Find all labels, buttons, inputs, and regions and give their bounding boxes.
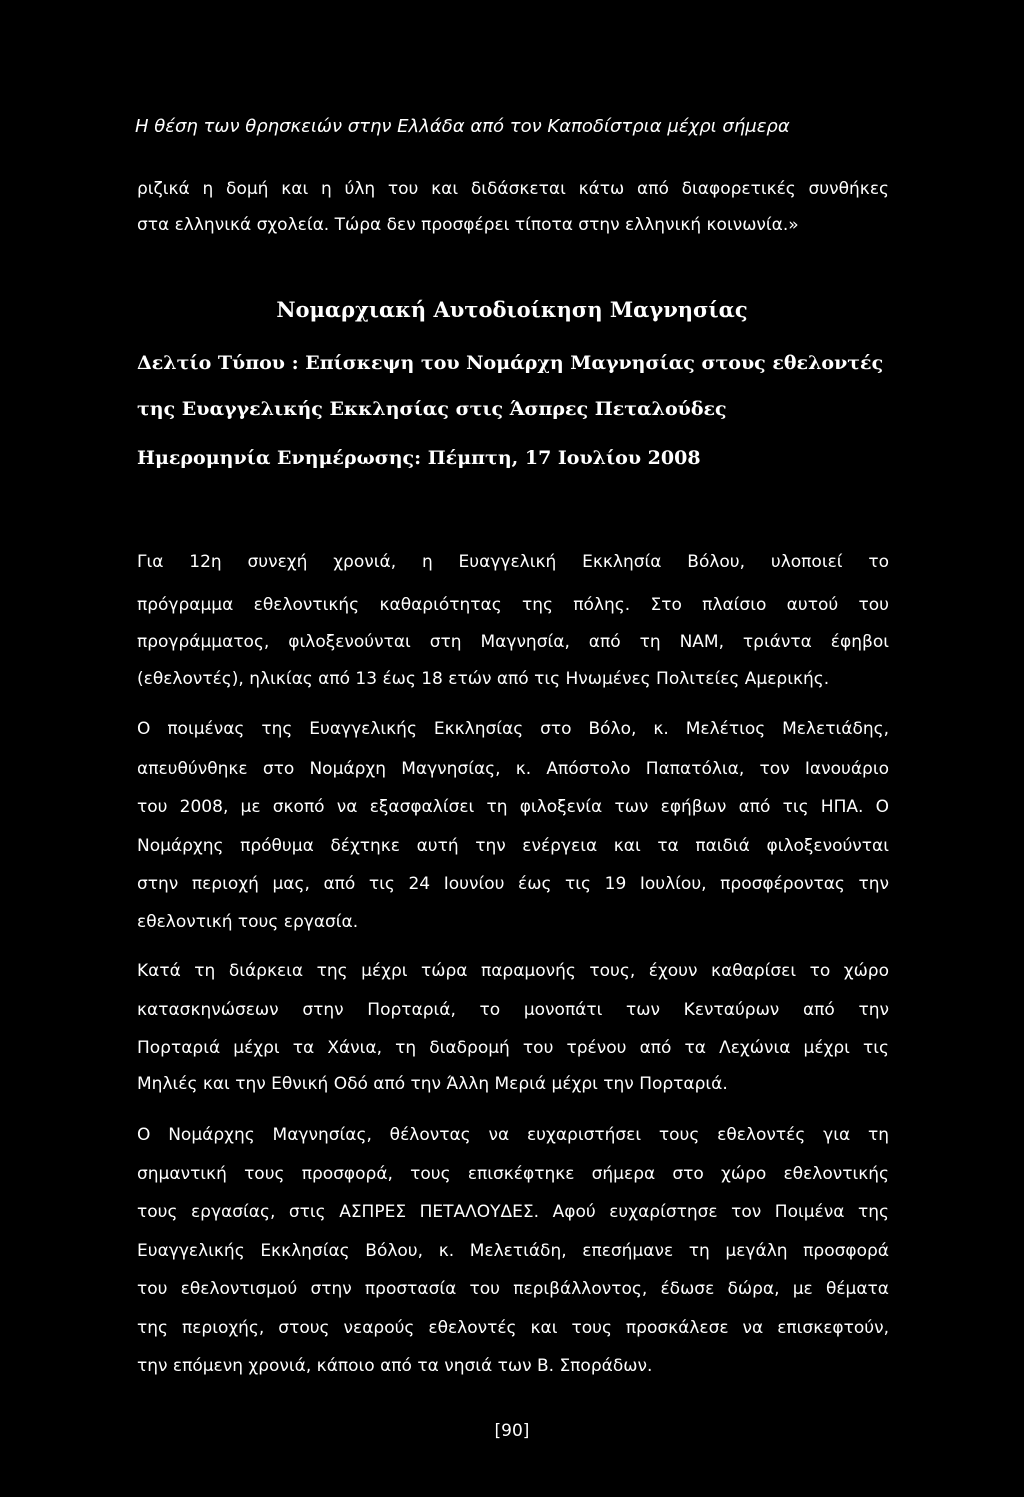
paragraph-line: εθελοντική τους εργασία.: [137, 912, 359, 932]
paragraph-line: προγράμματος, φιλοξενούνται στη Μαγνησία, από τη ΝΑΜ, τριάντα έφηβοι: [137, 632, 889, 652]
subject-heading-line: Δελτίο Τύπου : Επίσκεψη του Νομάρχη Μαγνησίας στους εθελοντές: [137, 352, 884, 374]
page-number: [90]: [494, 1421, 530, 1441]
paragraph-line: Μηλιές και την Εθνική Οδό από την Άλλη Μεριά μέχρι την Πορταριά.: [137, 1074, 728, 1094]
paragraph-line: του 2008, με σκοπό να εξασφαλίσει τη φιλοξενία των εφήβων από τις ΗΠΑ. Ο: [137, 797, 889, 817]
paragraph-line: σημαντική τους προσφορά, τους επισκέφτηκε σήμερα στο χώρο εθελοντικής: [137, 1164, 889, 1184]
subject-heading-line: της Ευαγγελικής Εκκλησίας στις Άσπρες Πεταλούδες: [137, 398, 727, 420]
paragraph-line: Ο ποιμένας της Ευαγγελικής Εκκλησίας στο Βόλο, κ. Μελέτιος Μελετιάδης,: [137, 719, 889, 739]
paragraph-line: Πορταριά μέχρι τα Χάνια, τη διαδρομή του τρένου από τα Λεχώνια μέχρι τις: [137, 1038, 889, 1058]
paragraph-line: τους εργασίας, στις ΑΣΠΡΕΣ ΠΕΤΑΛΟΥΔΕΣ. Αφού ευχαρίστησε τον Ποιμένα της: [137, 1202, 889, 1222]
paragraph-line: πρόγραμμα εθελοντικής καθαριότητας της πόλης. Στο πλαίσιο αυτού του: [137, 595, 889, 615]
paragraph-line: (εθελοντές), ηλικίας από 13 έως 18 ετών από τις Ηνωμένες Πολιτείες Αμερικής.: [137, 669, 830, 689]
paragraph-line: Κατά τη διάρκεια της μέχρι τώρα παραμονής τους, έχουν καθαρίσει το χώρο: [137, 961, 889, 981]
paragraph-line: απευθύνθηκε στο Νομάρχη Μαγνησίας, κ. Απόστολο Παπατόλια, τον Ιανουάριο: [137, 759, 889, 779]
authority-heading: Νομαρχιακή Αυτοδιοίκηση Μαγνησίας: [276, 297, 748, 322]
paragraph-line: της περιοχής, στους νεαρούς εθελοντές και τους προσκάλεσε να επισκεφτούν,: [137, 1318, 889, 1338]
paragraph-line: Ο Νομάρχης Μαγνησίας, θέλοντας να ευχαριστήσει τους εθελοντές για τη: [137, 1125, 889, 1145]
intro-line: στα ελληνικά σχολεία. Τώρα δεν προσφέρει τίποτα στην ελληνική κοινωνία.»: [137, 215, 799, 235]
intro-line: ριζικά η δομή και η ύλη του και διδάσκεται κάτω από διαφορετικές συνθήκες: [137, 179, 889, 199]
paragraph-line: Ευαγγελικής Εκκλησίας Βόλου, κ. Μελετιάδη, επεσήμανε τη μεγάλη προσφορά: [137, 1241, 889, 1261]
paragraph-line: κατασκηνώσεων στην Πορταριά, το μονοπάτι των Κενταύρων από την: [137, 1000, 889, 1020]
paragraph-line: Νομάρχης πρόθυμα δέχτηκε αυτή την ενέργεια και τα παιδιά φιλοξενούνται: [137, 836, 889, 856]
running-header: Η θέση των θρησκειών στην Ελλάδα από τον Καποδίστρια μέχρι σήμερα: [135, 116, 790, 137]
paragraph-line: του εθελοντισμού στην προστασία του περιβάλλοντος, έδωσε δώρα, με θέματα: [137, 1279, 889, 1299]
paragraph-line: Για 12η συνεχή χρονιά, η Ευαγγελική Εκκλησία Βόλου, υλοποιεί το: [137, 552, 889, 572]
date-heading: Ημερομηνία Ενημέρωσης: Πέμπτη, 17 Ιουλίου 2008: [137, 447, 701, 469]
paragraph-line: την επόμενη χρονιά, κάποιο από τα νησιά των Β. Σποράδων.: [137, 1356, 653, 1376]
paragraph-line: στην περιοχή μας, από τις 24 Ιουνίου έως τις 19 Ιουλίου, προσφέροντας την: [137, 874, 889, 894]
